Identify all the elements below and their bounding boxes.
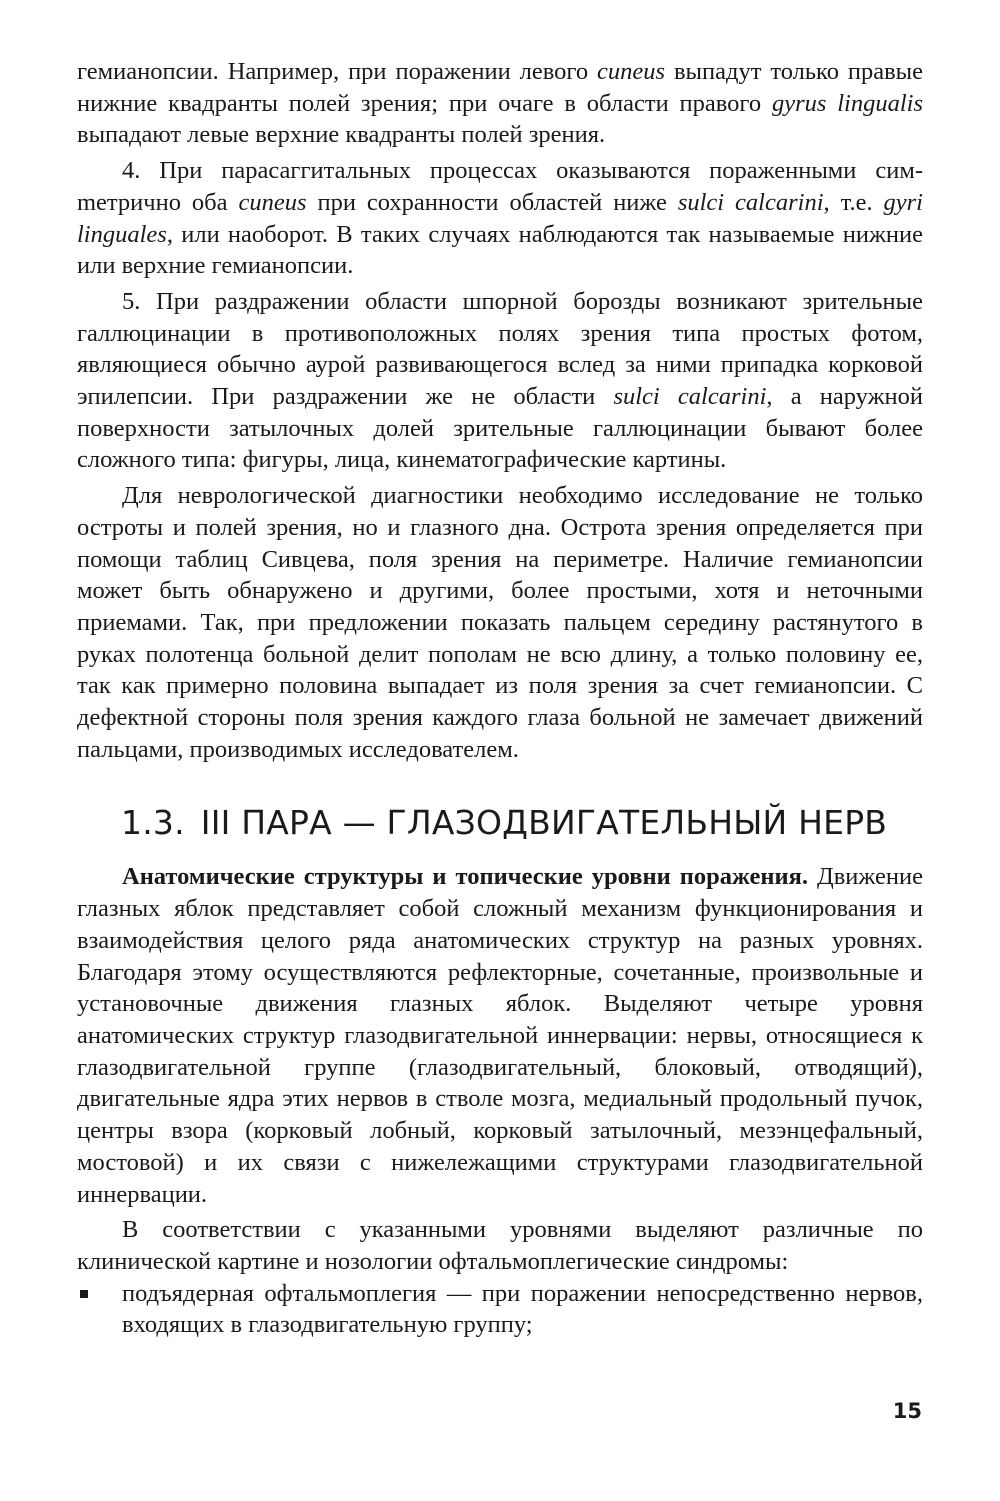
latin-term: sulci calcarini xyxy=(677,188,824,216)
paragraph-lead-heading: Анатомические структуры и топические уровни поражения. xyxy=(122,863,808,891)
latin-term: gyri linguales xyxy=(77,188,923,248)
page-body xyxy=(77,56,923,1341)
paragraph-neurological-diagnostics: Для неврологической диагностики необходимо исследование не только остроты и полей зрения, но и глазного дна. Острота зрения определяется при помощи таблиц Сивцева, поля зрения на периметре. Наличие гемианопсии может быть обнаружено и другими, более простыми, хотя и неточными приемами. Так, при предложении показать пальцем середину растянутого в руках полотенца больной делит пополам не всю длину, а только половину ее, так как примерно половина выпадает из поля зрения за счет гемианопсии. С дефектной стороны поля зрения каждого глаза больной не замечает движений пальцами, производимых исследователем. xyxy=(77,482,923,763)
paragraph-hemianopsia-continuation: гемианопсии. Например, при поражении левого cuneus выпадут только правые нижние квадранты полей зрения; при очаге в области правого gyrus lingualis выпадают левые верхние квадранты полей зрения. xyxy=(77,58,924,149)
paragraph-anatomical-structures: Анатомические структуры и топические уровни поражения. Движение глазных яблок представляет собой сложный механизм функционирования и взаимодействия целого ряда анатомических структур на разных уровнях. Благодаря этому осуществляются рефлекторные, сочетанные, произвольные и установочные движения глазных яблок. Выделяют четыре уровня анатомических структур глазодвигательной иннервации: нервы, относящиеся к глазодвигательной группе (глазодвигательный, блоковый, отводящий), двигательные ядра этих нервов в стволе мозга, медиальный продольный пучок, центры взора (корковый лобный, корковый затылочный, мезэнцефальный, мостовой) и их связи с нижележащими структурами глазодвигательной иннервации. xyxy=(77,863,923,1208)
paragraph-point-5: 5. При раздражении области шпорной борозды возникают зрительные галлюцинации в противоположных полях зрения типа простых фотом, являющиеся обычно аурой развивающегося вслед за ними припадка корковой эпилепсии. При раздражении же не области sulci calcarini, а наружной поверхности затылочных долей зрительные галлюцинации бывают более сложного типа: фигуры, лица, кинематографические картины. xyxy=(77,287,923,474)
page-number: 15 xyxy=(892,1399,922,1423)
syndrome-list xyxy=(77,1278,923,1341)
latin-term: gyrus lingualis xyxy=(771,89,923,117)
latin-term: cuneus xyxy=(238,188,307,216)
list-item: подъядерная офтальмоплегия — при поражении непосредственно нервов, входящих в глазодвигательную группу; xyxy=(77,1278,923,1341)
paragraph-syndromes-intro: В соответствии с указанными уровнями выделяют различные по клинической картине и нозологии офтальмоплегические синдромы: xyxy=(77,1216,923,1275)
paragraph-point-4: 4. При парасаггитальных процессах оказываются пораженными симmетрично оба cuneus при сохранности областей ниже sulci calcarini, т.е. gyri linguales, или наоборот. В таких случаях наблюдаются так называемые нижние или верхние гемианопсии. xyxy=(77,157,923,280)
latin-term: cuneus xyxy=(597,58,666,85)
latin-term: sulci calcarini xyxy=(613,383,767,411)
square-bullet-icon xyxy=(80,1290,88,1298)
section-heading xyxy=(121,803,923,843)
section-title: III ПАРА — ГЛАЗОДВИГАТЕЛЬНЫЙ НЕРВ xyxy=(200,803,888,843)
section-number: 1.3. xyxy=(121,803,185,843)
